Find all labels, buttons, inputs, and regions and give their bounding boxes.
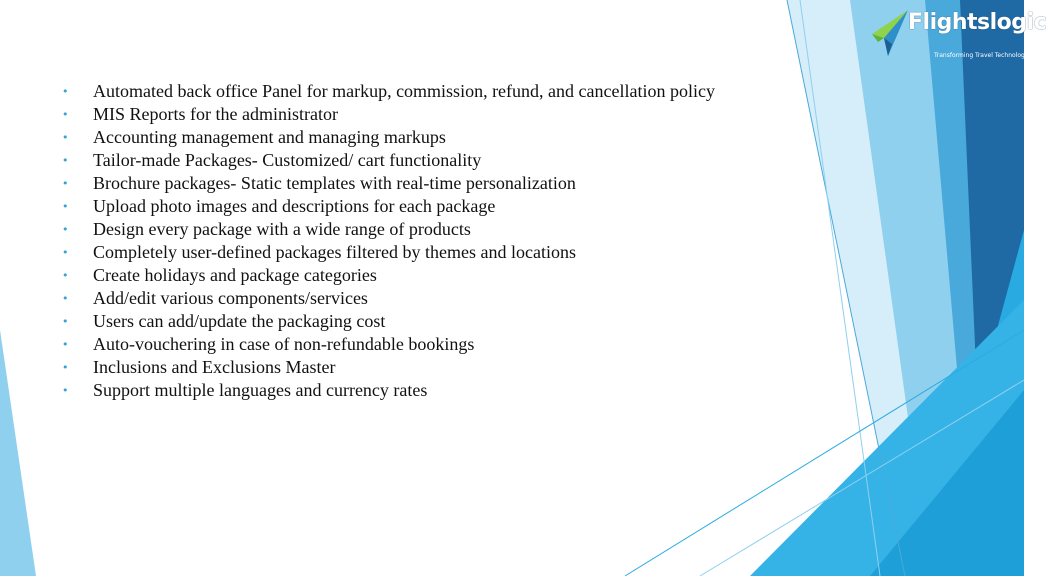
list-item (60, 264, 780, 287)
list-item-text: Brochure packages- Static templates with real-time personalization (93, 173, 576, 193)
list-item (60, 310, 780, 333)
list-item-text: MIS Reports for the administrator (93, 104, 338, 124)
list-item-text: Completely user-defined packages filtered by themes and locations (93, 242, 576, 262)
list-item (60, 80, 780, 103)
list-item (60, 195, 780, 218)
bullet-icon: • (62, 269, 69, 282)
logo-tagline: Transforming Travel Technology (934, 52, 1029, 59)
list-item-text: Accounting management and managing markups (93, 127, 446, 147)
bullet-icon: • (62, 361, 69, 374)
list-item-text: Tailor-made Packages- Customized/ cart functionality (93, 150, 482, 170)
bullet-icon: • (62, 131, 69, 144)
list-item-text: Inclusions and Exclusions Master (93, 357, 336, 377)
bullet-icon: • (62, 246, 69, 259)
list-item (60, 103, 780, 126)
list-item-text: Add/edit various components/services (93, 288, 368, 308)
bullet-icon: • (62, 315, 69, 328)
content-area (60, 80, 780, 402)
list-item (60, 241, 780, 264)
bullet-icon: • (62, 338, 69, 351)
logo-name: Flightslogic (908, 10, 1046, 35)
flightslogic-logo (868, 6, 1046, 64)
bullet-icon: • (62, 200, 69, 213)
list-item (60, 218, 780, 241)
list-item (60, 356, 780, 379)
paper-plane-icon (868, 8, 910, 60)
bullet-icon: • (62, 108, 69, 121)
list-item (60, 149, 780, 172)
list-item (60, 379, 780, 402)
list-item-text: Auto-vouchering in case of non-refundable bookings (93, 334, 475, 354)
list-item (60, 287, 780, 310)
list-item-text: Upload photo images and descriptions for each package (93, 196, 496, 216)
bullet-icon: • (62, 85, 69, 98)
bullet-icon: • (62, 384, 69, 397)
bullet-icon: • (62, 177, 69, 190)
list-item (60, 172, 780, 195)
bullet-icon: • (62, 292, 69, 305)
feature-list (60, 80, 780, 402)
list-item-text: Support multiple languages and currency rates (93, 380, 428, 400)
list-item-text: Automated back office Panel for markup, commission, refund, and cancellation policy (93, 81, 715, 101)
list-item (60, 126, 780, 149)
list-item (60, 333, 780, 356)
list-item-text: Create holidays and package categories (93, 265, 377, 285)
bullet-icon: • (62, 154, 69, 167)
list-item-text: Design every package with a wide range of products (93, 219, 471, 239)
bullet-icon: • (62, 223, 69, 236)
list-item-text: Users can add/update the packaging cost (93, 311, 386, 331)
